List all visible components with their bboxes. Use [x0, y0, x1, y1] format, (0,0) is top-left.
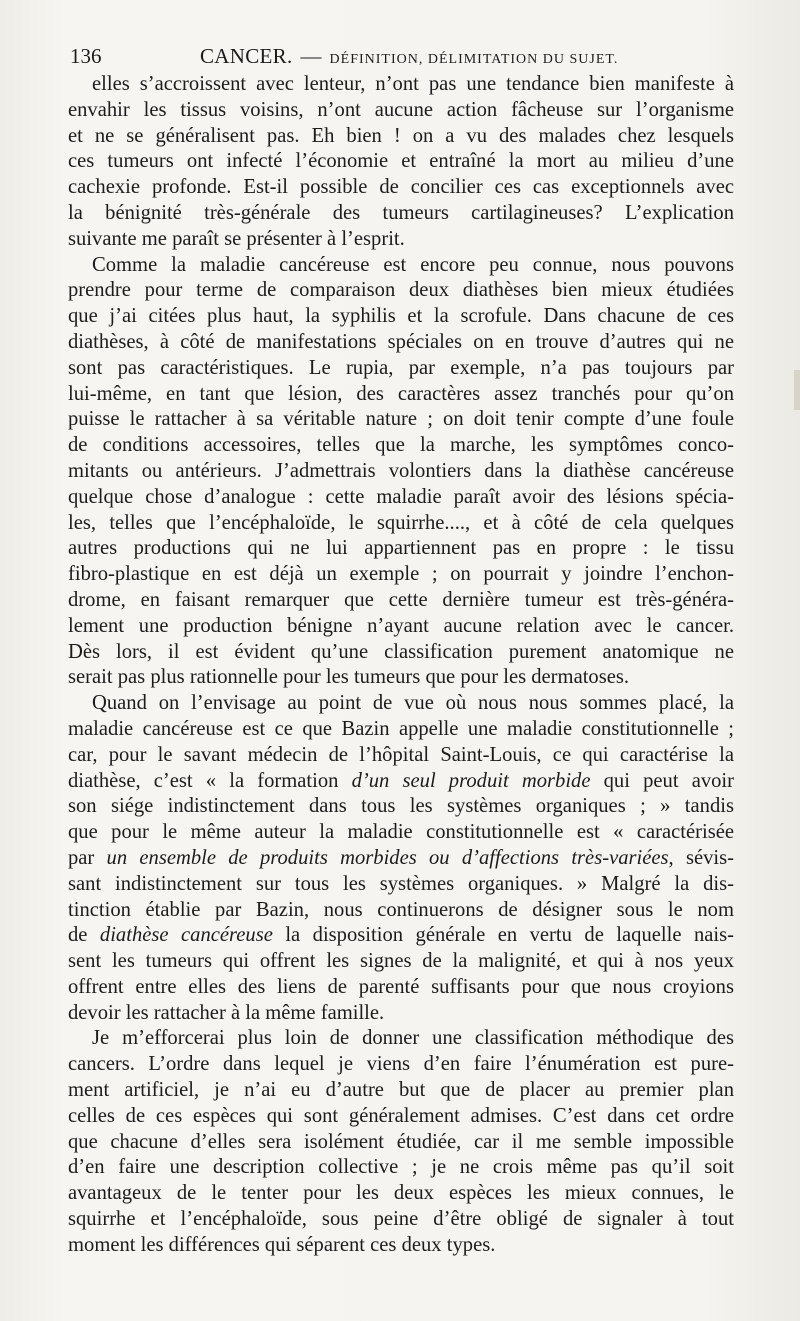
text-line: d’en faire une description collective ; je ne crois même pas qu’il soit: [68, 1156, 734, 1179]
title-separator: —: [300, 44, 322, 68]
text-line: elles s’accroissent avec lenteur, n’ont pas une tendance bien manifeste à: [92, 73, 734, 95]
text-line: drome, en faisant remarquer que cette dernière tumeur est très-généra-: [68, 588, 734, 611]
text-line: lui-même, en tant que lésion, des caractères assez tranchés pour qu’on: [68, 382, 734, 405]
section-subtitle: DÉFINITION, DÉLIMITATION DU SUJET.: [329, 52, 619, 67]
text-line: Dès lors, il est évident qu’une classification purement anatomique ne: [68, 640, 734, 663]
paragraph: [68, 691, 734, 1026]
text-line: la bénignité très-générale des tumeurs cartilagineuses? L’explication: [68, 201, 734, 224]
text-line: serait pas plus rationnelle pour les tumeurs que pour les dermatoses.: [68, 666, 630, 689]
text-line: Je m’efforcerai plus loin de donner une classification méthodique des: [92, 1027, 734, 1050]
text-line: sant indistinctement sur tous les systèmes organiques. » Malgré la dis-: [68, 872, 734, 895]
text-line: puisse le rattacher à sa véritable nature ; on doit tenir compte d’une foule: [68, 408, 734, 431]
text-line: maladie cancéreuse est ce que Bazin appelle une maladie constitutionnelle ;: [68, 717, 734, 740]
text-line: diathèses, à côté de manifestations spéciales on en trouve d’autres qui ne: [68, 330, 734, 353]
page-number: 136: [70, 44, 102, 68]
text-line: sont pas caractéristiques. Le rupia, par exemple, n’a pas toujours par: [68, 356, 734, 379]
text-line: autres productions qui ne lui appartiennent pas en propre : le tissu: [68, 537, 734, 560]
running-header: [70, 38, 734, 74]
page-edge-mark: [794, 370, 800, 410]
paragraph: [68, 1026, 734, 1258]
page-body: [68, 72, 734, 1259]
text-line: quelque chose d’analogue : cette maladie paraît avoir des lésions spécia-: [68, 485, 734, 508]
text-line: car, pour le savant médecin de l’hôpital Saint-Louis, ce qui caractérise la: [68, 743, 734, 766]
text-line: de conditions accessoires, telles que la marche, les symptômes conco-: [68, 434, 734, 457]
text-line: prendre pour terme de comparaison deux diathèses bien mieux étudiées: [68, 279, 734, 302]
text-line: son siége indistinctement dans tous les systèmes organiques ; » tandis: [68, 795, 734, 818]
text-line: que pour le même auteur la maladie constitutionnelle est « caractérisée: [68, 821, 734, 844]
text-line: lement une production bénigne n’ayant aucune relation avec le cancer.: [68, 614, 734, 637]
text-line: cancers. L’ordre dans lequel je viens d’en faire l’énumération est pure-: [68, 1053, 734, 1076]
text-line: suivante me paraît se présenter à l’esprit.: [68, 227, 405, 250]
italic-emphasis: d’un seul produit morbide: [351, 769, 591, 792]
text-line: par un ensemble de produits morbides ou d’affections très-variées, sévis-: [68, 846, 734, 869]
text-line: Comme la maladie cancéreuse est encore peu connue, nous pouvons: [92, 253, 734, 276]
paragraph: [68, 72, 734, 253]
text-line: tinction établie par Bazin, nous continuerons de désigner sous le nom: [68, 898, 734, 921]
paragraph: [68, 253, 734, 692]
text-line: offrent entre elles des liens de parenté suffisants pour que nous croyions: [68, 975, 734, 998]
text-line: diathèse, c’est « la formation d’un seul produit morbide qui peut avoir: [68, 769, 735, 792]
text-line: moment les différences qui séparent ces deux types.: [68, 1233, 496, 1256]
text-line: ces tumeurs ont infecté l’économie et entraîné la mort au milieu d’une: [68, 150, 734, 173]
text-line: de diathèse cancéreuse la disposition générale en vertu de laquelle nais-: [68, 924, 734, 947]
text-line: et ne se généralisent pas. Eh bien ! on a vu des malades chez lesquels: [68, 124, 734, 147]
text-line: ment artificiel, je n’ai eu d’autre but que de placer au premier plan: [68, 1079, 734, 1102]
text-line: devoir les rattacher à la même famille.: [68, 1001, 385, 1024]
text-line: sent les tumeurs qui offrent les signes de la malignité, et qui à nos yeux: [68, 950, 734, 973]
text-line: envahir les tissus voisins, n’ont aucune action fâcheuse sur l’organisme: [68, 98, 734, 121]
text-line: squirrhe et l’encéphaloïde, sous peine d’être obligé de signaler à tout: [68, 1208, 734, 1231]
text-line: mitants ou antérieurs. J’admettrais volontiers dans la diathèse cancéreuse: [68, 459, 734, 482]
text-line: fibro-plastique en est déjà un exemple ; on pourrait y joindre l’enchon-: [68, 563, 734, 586]
text-line: les, telles que l’encéphaloïde, le squirrhe...., et à côté de cela quelques: [68, 511, 734, 534]
text-line: cachexie profonde. Est-il possible de concilier ces cas exceptionnels avec: [68, 176, 734, 199]
text-line: que chacune d’elles sera isolément étudiée, car il me semble impossible: [68, 1130, 734, 1153]
text-line: que j’ai citées plus haut, la syphilis et la scrofule. Dans chacune de ces: [68, 305, 734, 328]
chapter-title: CANCER.: [200, 44, 293, 68]
italic-emphasis: diathèse cancéreuse: [99, 924, 273, 947]
text-line: Quand on l’envisage au point de vue où nous nous sommes placé, la: [92, 692, 734, 715]
text-line: celles de ces espèces qui sont généralement admises. C’est dans cet ordre: [68, 1104, 734, 1127]
text-line: avantageux de le tenter pour les deux espèces les mieux connues, le: [68, 1182, 734, 1205]
italic-emphasis: un ensemble de produits morbides ou d’affections très-variées: [106, 846, 669, 869]
